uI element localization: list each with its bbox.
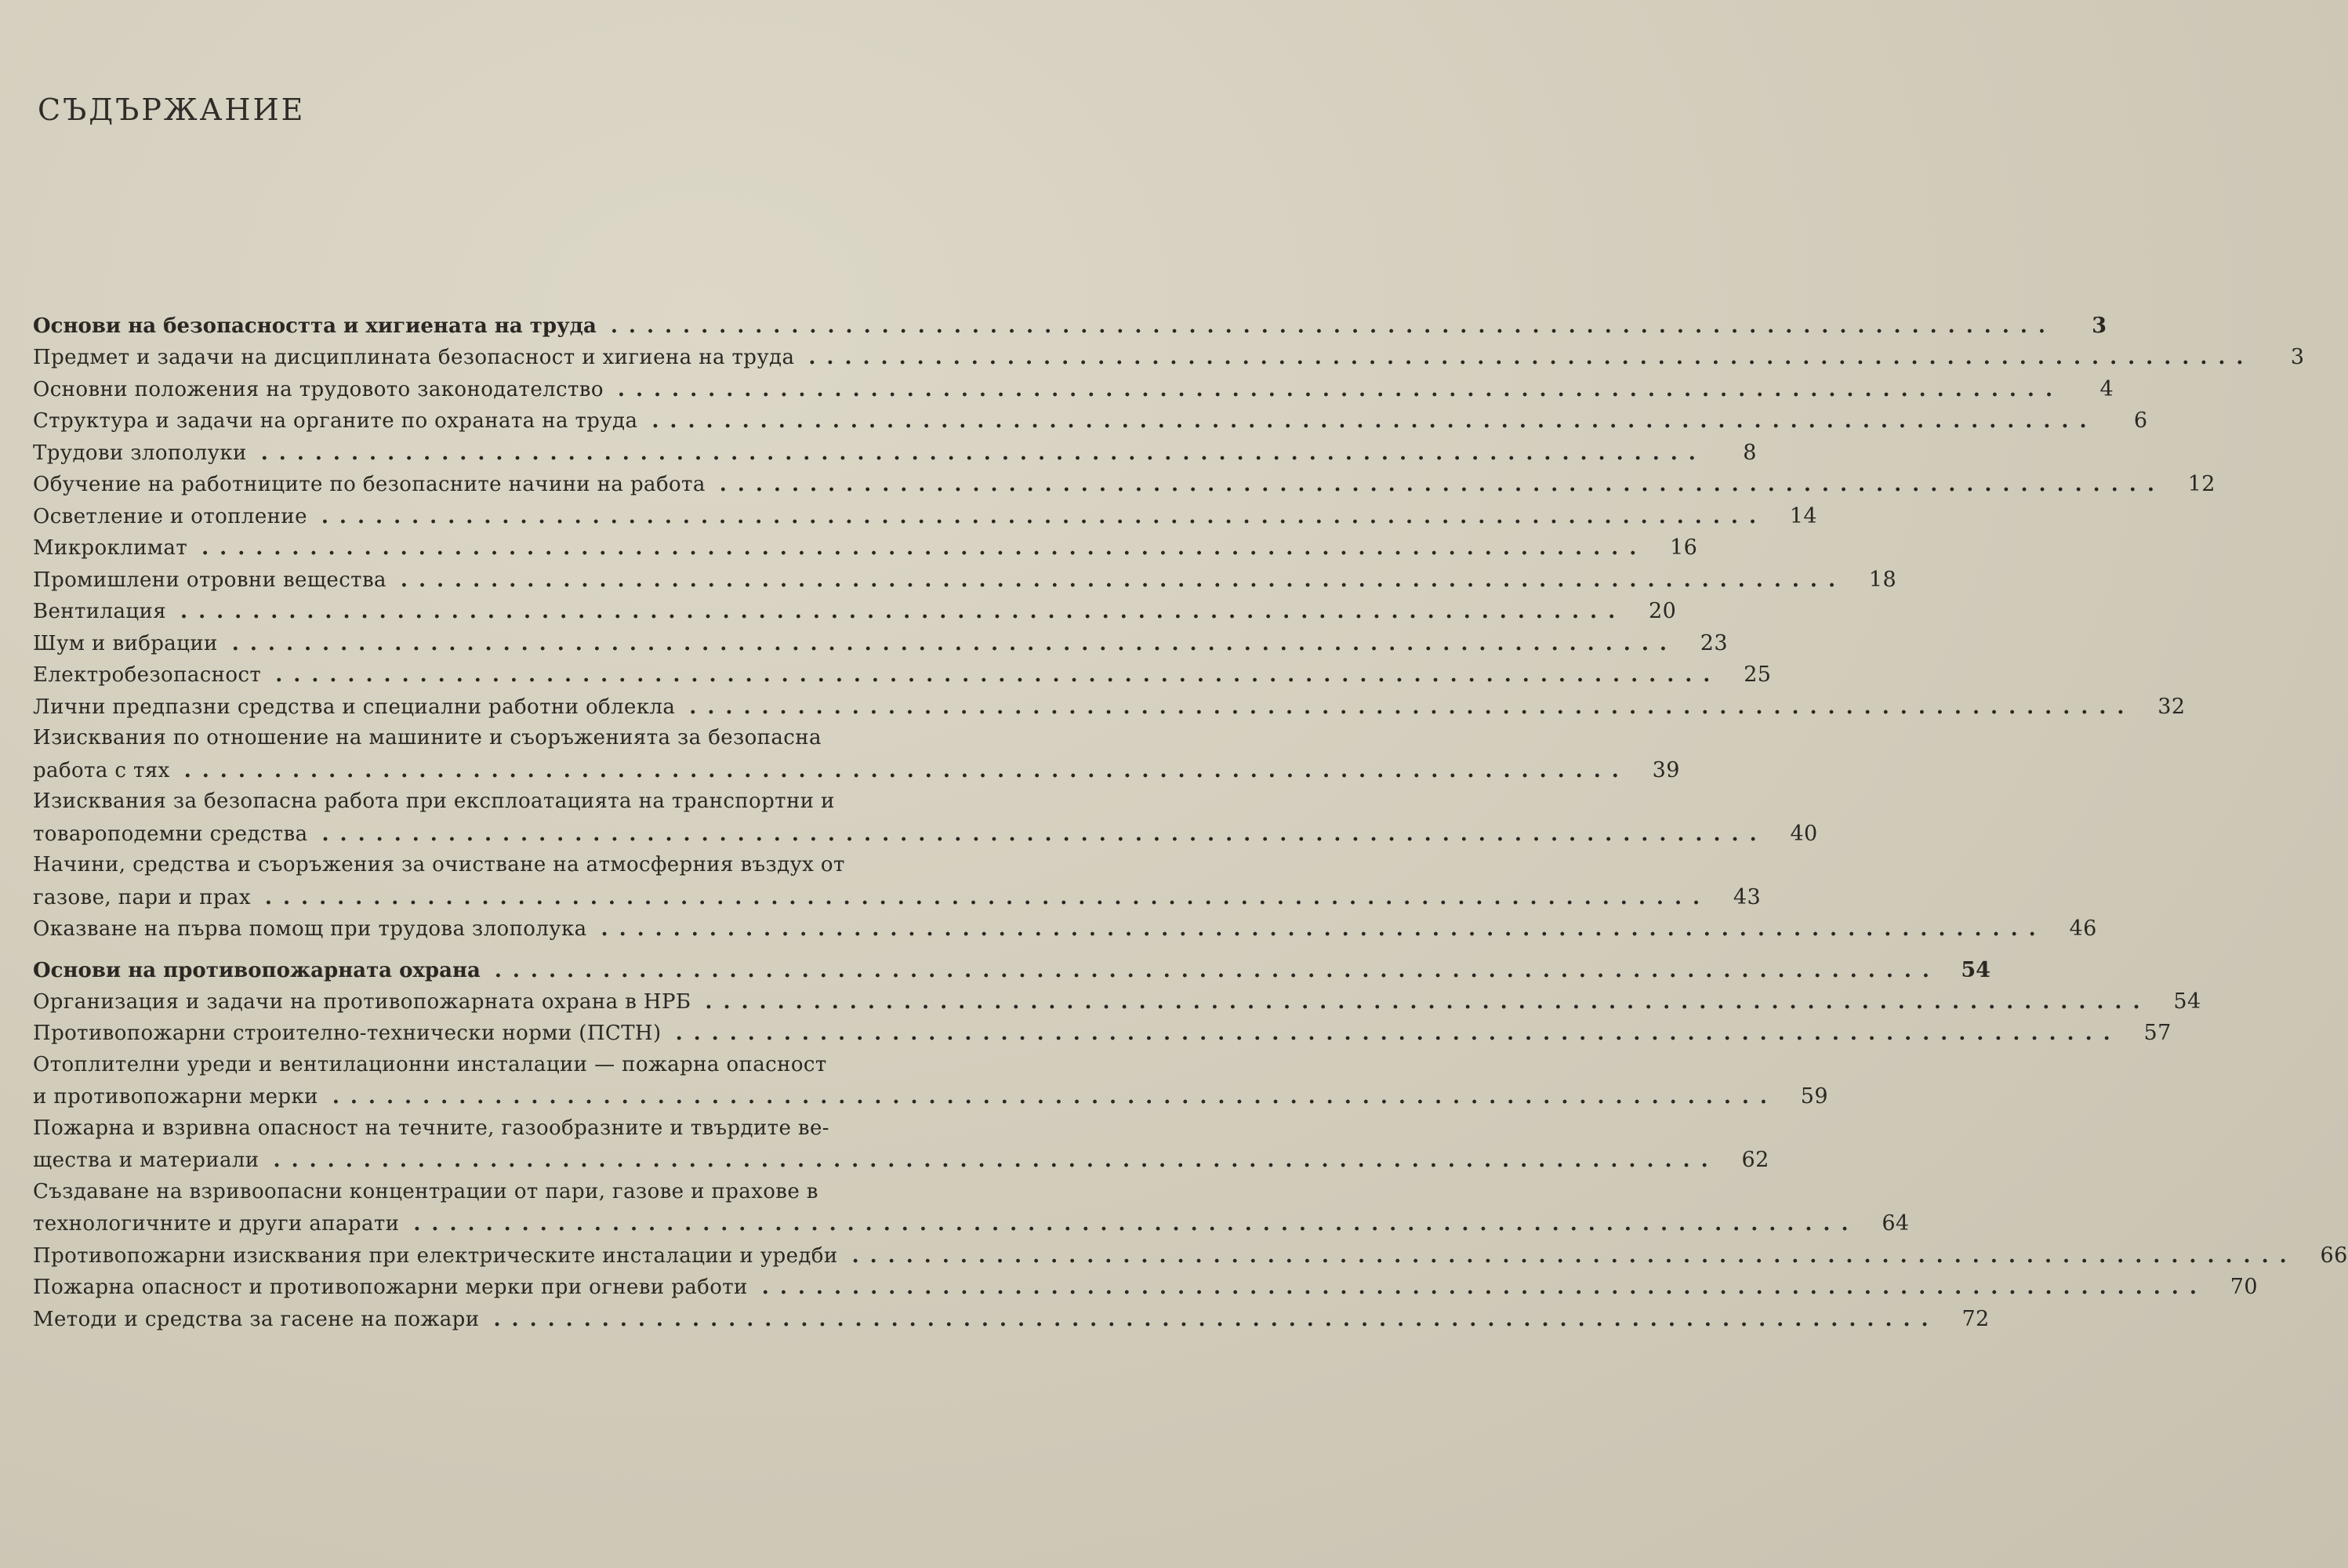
toc-entry-text: Промишлени отровни вещества <box>33 568 386 592</box>
toc-entry-line <box>33 376 2114 409</box>
toc-entry-line <box>33 884 1762 917</box>
page-number: 16 <box>1670 535 1698 560</box>
toc-entry-line <box>33 1306 1990 1339</box>
page-number: 57 <box>2143 1021 2172 1045</box>
dot-leader: ................................................................................ <box>719 473 2165 496</box>
toc-entry-line <box>33 630 1728 663</box>
dot-leader: ................................................................................ <box>705 989 2151 1014</box>
toc-entry-text: Създаване на взривоопасни концентрации от пари, газове и прахове в <box>33 1179 818 1203</box>
toc-entry-line <box>33 1148 1769 1180</box>
toc-entry-line <box>33 567 1897 600</box>
page-number: 40 <box>1790 821 1818 846</box>
page-number: 18 <box>1868 567 1897 592</box>
dot-leader: ................................................................................ <box>201 536 1648 560</box>
toc-entry-text: Пожарна опасност и противопожарни мерки при огневи работи <box>33 1276 748 1299</box>
toc-entry-text: и противопожарни мерки <box>33 1085 318 1109</box>
toc-entry-line <box>33 1275 2258 1307</box>
toc-entry-text: Пожарна и взривна опасност на течните, газообразните и твърдите ве- <box>33 1116 829 1140</box>
toc-entry-text: работа с тях <box>33 758 170 782</box>
toc-entry-text: Микроклимат <box>33 536 188 560</box>
toc-entry-text: Предмет и задачи на дисциплината безопасност и хигиена на труда <box>33 346 795 369</box>
toc-entry-text: товароподемни средства <box>33 822 308 846</box>
dot-leader: ................................................................................ <box>231 631 1678 655</box>
toc-entry-line <box>33 916 2097 949</box>
toc-entry-line <box>33 472 2216 504</box>
toc-entry-line <box>33 503 1818 536</box>
page-number: 54 <box>1961 957 1991 982</box>
page-number: 46 <box>2069 916 2097 941</box>
toc-entry-text: Отоплителни уреди и вентилационни инсталации — пожарна опасност <box>33 1052 827 1076</box>
dot-leader: ................................................................................ <box>494 958 1940 982</box>
page-number: 62 <box>1741 1148 1769 1172</box>
toc-entry-line <box>33 989 2201 1022</box>
toc-entry-text: Начини, средства и съоръжения за очистване на атмосферния въздух от <box>33 853 845 877</box>
toc-entry-text: Оказване на първа помощ при трудова злополука <box>33 917 587 941</box>
section-heading <box>33 957 1991 989</box>
toc-entry-line <box>33 345 2305 377</box>
page-number: 54 <box>2173 989 2201 1014</box>
toc-entry-text: Електробезопасност <box>33 663 262 687</box>
toc-entry-text: Изисквания по отношение на машините и съоръженията за безопасна <box>33 726 822 750</box>
dot-leader: ................................................................................ <box>321 504 1768 528</box>
page-title: СЪДЪРЖАНИЕ <box>38 93 306 127</box>
page-number: 39 <box>1652 757 1680 782</box>
toc-entry-text: Основни положения на трудовото законодателство <box>33 377 604 401</box>
page-number: 8 <box>1743 440 1757 465</box>
page-number: 14 <box>1789 503 1818 528</box>
page-number: 72 <box>1962 1306 1990 1331</box>
toc-entry-text: технологичните и други апарати <box>33 1212 400 1236</box>
dot-leader: ................................................................................ <box>808 346 2255 369</box>
page-number: 64 <box>1882 1211 1910 1236</box>
toc-entry-line <box>33 1180 982 1212</box>
dot-leader: ................................................................................ <box>851 1243 2298 1268</box>
section-heading-text: Основи на безопасността и хигиената на труда <box>33 314 597 338</box>
dot-leader: ................................................................................ <box>651 409 2098 433</box>
toc-entry-line <box>33 757 1680 790</box>
dot-leader: ................................................................................ <box>183 758 1630 782</box>
toc-entry-line <box>33 694 2186 727</box>
dot-leader: ................................................................................ <box>400 568 1847 592</box>
toc-entry-text: Структура и задачи на органите по охраната на труда <box>33 409 638 433</box>
page-number: 3 <box>2290 345 2305 369</box>
toc-entry-text: Методи и средства за гасене на пожари <box>33 1307 480 1331</box>
toc-entry-line <box>33 1243 2348 1276</box>
toc-entry-text: щества и материали <box>33 1149 259 1172</box>
toc-entry-line <box>33 726 982 758</box>
table-of-contents <box>33 304 2348 1338</box>
toc-entry-text: Организация и задачи на противопожарната охрана в НРБ <box>33 989 691 1014</box>
toc-entry-line <box>33 1053 982 1085</box>
toc-entry-text: Шум и вибрации <box>33 631 218 655</box>
toc-entry-text: Лични предпазни средства и специални работни облекла <box>33 695 676 719</box>
page-number: 6 <box>2133 408 2148 433</box>
dot-leader: ................................................................................ <box>617 377 2064 401</box>
toc-entry-text: Вентилация <box>33 600 167 623</box>
toc-entry-line <box>33 821 1818 854</box>
page-number: 59 <box>1800 1084 1828 1109</box>
page-number: 12 <box>2187 472 2216 496</box>
toc-entry-line <box>33 1211 1910 1243</box>
dot-leader: ................................................................................ <box>610 314 2056 338</box>
page-number: 25 <box>1744 662 1772 687</box>
toc-entry-line <box>33 789 982 822</box>
page-number: 32 <box>2157 694 2186 719</box>
page-number: 23 <box>1700 630 1728 655</box>
toc-entry-line <box>33 408 2148 441</box>
page-number: 3 <box>2092 314 2107 338</box>
dot-leader: ................................................................................ <box>180 600 1627 623</box>
page-number: 70 <box>2230 1275 2258 1299</box>
dot-leader: ................................................................................ <box>675 1022 2121 1045</box>
toc-entry-text: Противопожарни строително-технически норми (ПСТН) <box>33 1022 662 1045</box>
toc-entry-text: Обучение на работниците по безопасните начини на работа <box>33 473 706 496</box>
dot-leader: ................................................................................ <box>275 663 1722 687</box>
dot-leader: ................................................................................ <box>761 1276 2208 1299</box>
toc-entry-text: газове, пари и прах <box>33 885 251 909</box>
section-heading-text: Основи на противопожарната охрана <box>33 958 481 982</box>
toc-entry-line <box>33 662 1772 695</box>
toc-entry-line <box>33 1084 1828 1116</box>
toc-entry-line <box>33 1021 2172 1053</box>
dot-leader: ................................................................................ <box>493 1307 1940 1331</box>
dot-leader: ................................................................................ <box>273 1149 1719 1172</box>
toc-entry-line <box>33 535 1698 568</box>
page-number: 20 <box>1648 599 1677 623</box>
toc-entry-line <box>33 853 982 885</box>
dot-leader: ................................................................................ <box>264 885 1711 909</box>
toc-entry-text: Изисквания за безопасна работа при експлоатацията на транспортни и <box>33 789 835 813</box>
page-number: 66 <box>2320 1243 2348 1268</box>
dot-leader: ................................................................................ <box>601 917 2047 941</box>
page-number: 43 <box>1733 884 1762 909</box>
toc-entry-text: Трудови злополуки <box>33 441 247 465</box>
toc-entry-line <box>33 440 1757 473</box>
toc-entry-text: Осветление и отопление <box>33 504 307 528</box>
toc-entry-text: Противопожарни изисквания при електрическите инсталации и уредби <box>33 1243 838 1268</box>
dot-leader: ................................................................................ <box>332 1085 1778 1109</box>
dot-leader: ................................................................................ <box>413 1212 1860 1236</box>
toc-entry-line <box>33 599 1677 631</box>
section-heading <box>33 314 2107 345</box>
page-number: 4 <box>2099 376 2114 401</box>
toc-entry-line <box>33 1116 982 1149</box>
dot-leader: ................................................................................ <box>321 822 1768 846</box>
dot-leader: ................................................................................ <box>260 441 1707 465</box>
dot-leader: ................................................................................ <box>689 695 2136 719</box>
